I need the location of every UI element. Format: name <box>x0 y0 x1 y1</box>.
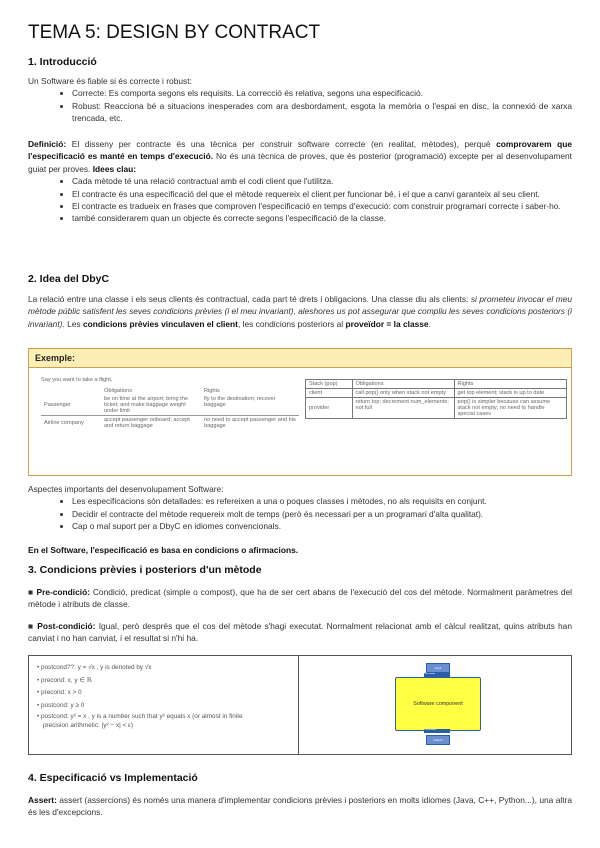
page-title: TEMA 5: DESIGN BY CONTRACT <box>28 22 321 43</box>
table-header: Rights <box>204 388 220 394</box>
component-diagram <box>301 656 571 754</box>
list-item: • Correcte: Es comporta segons els requisits. La correcció és relativa, segons una especificació. <box>72 87 572 99</box>
aspects-intro: Aspectes importants del desenvolupament Software: <box>28 484 224 494</box>
table-header: Obligations <box>104 388 132 394</box>
table-header: Rights <box>457 381 474 387</box>
assert-text: assert (assercions) és només una manera d'implementar condicions prèvies i posteriors en molts idiomes (Java, C++, Python...), una altra és les d'excepcions. <box>28 795 572 818</box>
table-cell: return top; decrement num_elements; not full <box>352 398 454 419</box>
input-label: Input <box>434 666 442 670</box>
assert-label: Assert: <box>28 795 57 805</box>
line-text: postcond??: y = √x , y is denoted by √x <box>41 664 152 671</box>
list-item: • postcond??: y = √x , y is denoted by √x <box>37 664 152 671</box>
table-row <box>306 398 566 419</box>
dbyc-text-1: La relació entre una classe i els seus clients és contractual, cada part té drets i obligacions. Una classe diu als clients: <box>28 294 471 304</box>
aspects-list <box>28 495 572 532</box>
table-cell: Passenger <box>44 402 71 408</box>
table-cell: fly to the destination; recover baggage <box>204 396 276 408</box>
table-header: Stack (pop) <box>306 380 352 389</box>
postcondition-bar-label: Postcondition <box>424 729 437 731</box>
example-box <box>28 348 572 476</box>
list-item <box>37 721 290 731</box>
postcondition-lines <box>29 656 299 754</box>
table-header-row <box>306 380 566 389</box>
list-item: • Robust: Reacciona bé a situacions inesperades com ara desbordament, esgota la memòria o l'espai en disc, la connexió de xarxa trencada, etc. <box>72 100 572 125</box>
definition-paragraph <box>28 138 572 175</box>
stack-table-block <box>305 379 567 419</box>
table-cell: accept passenger onboard; accept and return baggage <box>104 417 190 429</box>
definition-bold: comprovarem que l'especificació es manté en temps d'execució. <box>28 139 572 162</box>
postcondition-label: Post-condició: <box>37 621 96 631</box>
dbyc-text-2: Les <box>64 318 83 329</box>
flight-table <box>41 387 299 430</box>
precondition-text: Condició, predicat (simple o compost), que ha de ser cert abans de l'execució del cos del mètode. Normalment paràmetres del mètode i atributs de classe. <box>28 587 573 610</box>
output-port <box>426 735 450 745</box>
table-cell: no need to accept passenger and his baggage <box>204 417 296 429</box>
component-label: Software component <box>413 701 463 707</box>
table-cell: call pop() only when stack not empty <box>352 389 454 398</box>
list-item: • també considerarem quan un objecte és correcte segons l'especificació de la classe. <box>72 212 572 224</box>
dbyc-text-4: . <box>428 318 431 329</box>
line-text: precond: x > 0 <box>41 689 82 697</box>
square-bullet-icon: ■ <box>28 587 34 597</box>
section-1-heading: 1. Introducció <box>28 56 97 68</box>
definition-label: Definició: <box>28 139 67 149</box>
line-text: precond: x, y ∈ ℝ <box>41 676 92 684</box>
postcondition-example-box <box>28 655 572 755</box>
dbyc-text-3: , les condicions posteriors al <box>237 318 346 329</box>
list-item: • postcond: y² = x , y is a number such that y² equals x (or almost in finite <box>37 713 243 721</box>
output-label: Output <box>433 738 443 742</box>
table-header <box>41 387 101 395</box>
list-item: • Decidir el contracte del mètode requereix molt de temps (però és necessari per a un programari d'alta qualitat). <box>72 508 572 520</box>
table-cell: provider <box>306 398 352 419</box>
table-cell: be on time at the airport; bring the ticket; and make baggage weight under limit <box>104 396 188 414</box>
input-port <box>426 663 450 673</box>
precondition-bar-label: Precondition <box>424 673 436 675</box>
square-bullet-icon: ■ <box>28 621 34 631</box>
table-cell: pop() is simpler because can assume stack not empty; no need to handle special cases <box>457 399 551 417</box>
precondition-label: Pre-condició: <box>36 587 90 597</box>
table-cell: get top element; stack is up to date <box>457 390 545 396</box>
key-ideas-list <box>28 175 572 225</box>
list-item: • Cap o mal suport per a DbyC en idiomes convencionals. <box>72 520 572 532</box>
stack-table <box>306 380 566 418</box>
dbyc-bold-1: condicions prèvies vinculaven el client <box>82 318 238 329</box>
dbyc-paragraph <box>28 293 572 330</box>
list-item: • El contracte es tradueix en frases que comproven l'especificació en temps d'execució: com construir programari correcte i saber-ho. <box>72 200 572 212</box>
postcondition-bar <box>424 729 450 733</box>
table-row <box>41 416 299 431</box>
line-text: postcond: y ≥ 0 <box>41 701 85 709</box>
list-item: • Cada mètode té una relació contractual amb el codi client que l'utilitza. <box>72 175 572 187</box>
dbyc-italic: si prometeu invocar el meu mètode públic satisfent les seves condicions prèvies (i el meu invariant), aleshores us pot assegurar que compliu les seves condicions posteriors (i invariant). <box>28 294 573 329</box>
precondition-paragraph <box>28 586 572 611</box>
list-item: • precond: x, y ∈ ℝ <box>37 676 92 684</box>
postcondition-paragraph <box>28 620 572 645</box>
key-ideas-label: Idees clau: <box>92 163 137 174</box>
s1-bullet-list <box>28 87 572 124</box>
software-component-box <box>395 677 481 731</box>
definition-text: El disseny per contracte és una tècnica per construir software correcte (en realitat, mètodes), perquè <box>66 139 497 149</box>
table-header-row <box>41 387 299 395</box>
section-4-heading: 4. Especificació vs Implementació <box>28 772 198 784</box>
table-row <box>41 395 299 416</box>
list-item: • Les especificacions són detallades: es refereixen a una o poques classes i mètodes, no als requisits en conjunt. <box>72 495 572 507</box>
flight-caption: Say you want to take a flight, <box>41 377 113 383</box>
table-cell: Airline company <box>44 420 84 426</box>
postcondition-text: Igual, però després que el cos del mètode s'hagi executat. Normalment relacionat amb el càlcul realitzat, quins atributs han canviat i no han canviat, i el resultat si n'hi ha. <box>28 621 572 644</box>
list-item: • postcond: y ≥ 0 <box>37 701 85 709</box>
list-item: • precond: x > 0 <box>37 689 82 697</box>
line-text: precision arithmetic: |y² − x| < ε) <box>43 722 133 730</box>
assert-paragraph <box>28 794 572 819</box>
list-item: • El contracte és una especificació del que el mètode requereix el client per funcionar bé, i el que a canvi garanteix al seu client. <box>72 188 572 200</box>
table-header: Obligations <box>352 380 454 389</box>
section-3-heading: 3. Condicions prèvies i posteriors d'un mètode <box>28 564 262 576</box>
flight-table-block <box>41 377 299 430</box>
line-text: postcond: y² = x , y is a number such that y² equals x (or almost in finite <box>41 713 243 721</box>
s1-intro: Un Software és fiable si és correcte i robust: <box>28 76 192 86</box>
table-cell: client <box>306 389 352 398</box>
example-heading: Exemple: <box>29 349 571 368</box>
aspects-summary: En el Software, l'especificació es basa en condicions o afirmacions. <box>28 545 299 555</box>
definition-text-2: No és una tècnica de proves, que és posterior (programació) excepte per al desenvolupament guiat per proves. <box>28 151 572 174</box>
dbyc-bold-2: proveïdor = la classe <box>345 318 429 329</box>
section-2-heading: 2. Idea del DbyC <box>28 273 110 285</box>
table-row <box>306 389 566 398</box>
